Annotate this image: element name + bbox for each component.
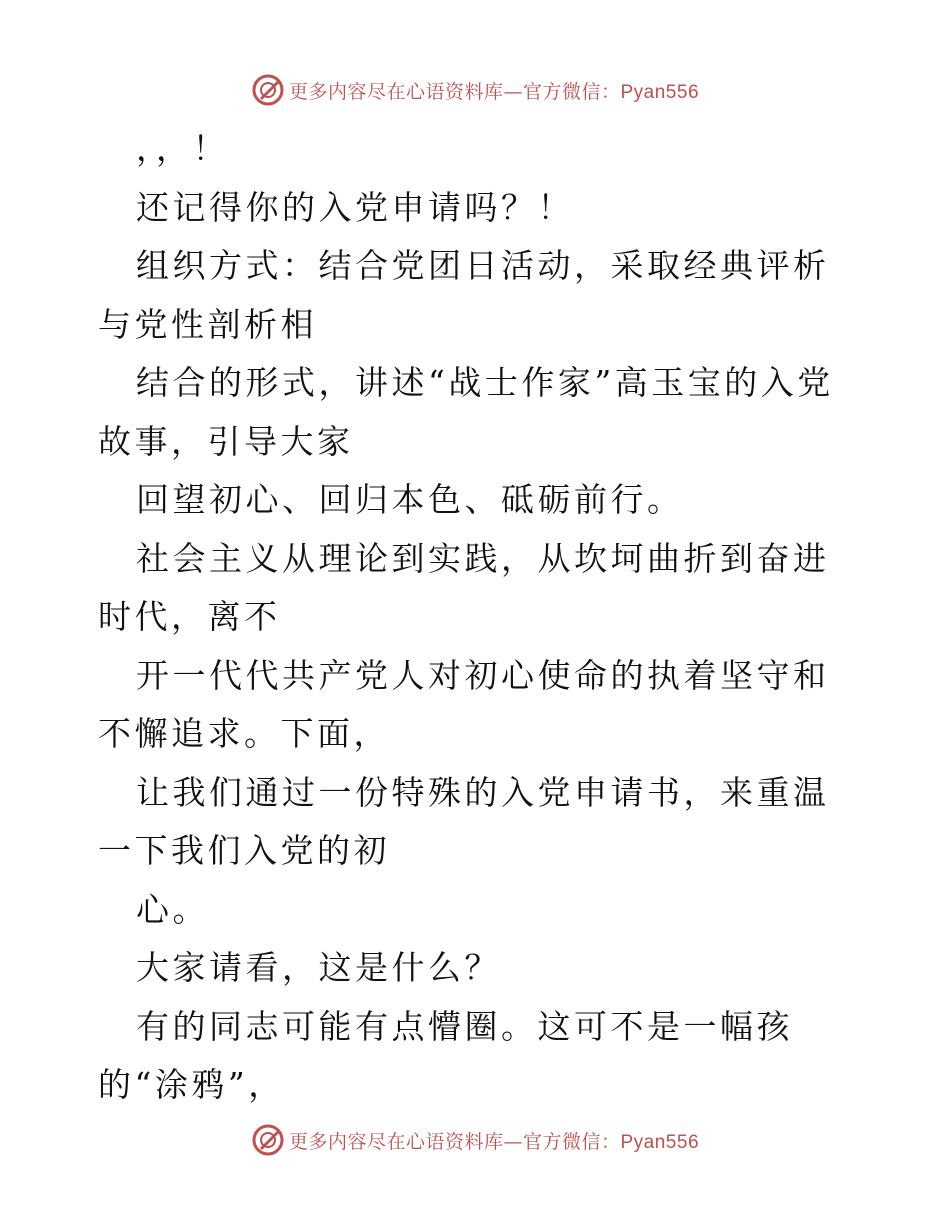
- paragraph: 开一代代共产党人对初心使命的执着坚守和不懈追求。下面，: [98, 655, 830, 753]
- watermark-handle: Pyan556: [620, 1131, 700, 1153]
- document-body: [98, 120, 858, 1115]
- watermark-text: [289, 77, 699, 104]
- paragraph: 让我们通过一份特殊的入党申请书，来重温一下我们入党的初: [98, 772, 830, 870]
- paragraph: 组织方式：结合党团日活动，采取经典评析与党性剖析相: [98, 246, 830, 344]
- header-watermark: [0, 70, 950, 110]
- watermark-label: 更多内容尽在心语资料库—官方微信：: [288, 80, 621, 103]
- paragraph: ，，！: [136, 129, 229, 168]
- paragraph: 心。: [136, 889, 209, 929]
- paragraph: 回望初心、回归本色、砥砺前行。: [136, 480, 684, 519]
- watermark-label: 更多内容尽在心语资料库—官方微信：: [288, 1130, 621, 1153]
- paragraph: 有的同志可能有点懵圈。这可不是一幅孩的“涂鸦”，: [98, 1006, 793, 1104]
- paragraph: 结合的形式，讲述“战士作家”高玉宝的入党故事，引导大家: [98, 363, 834, 461]
- paragraph: 还记得你的入党申请吗？！: [136, 187, 574, 227]
- paragraph: 大家请看，这是什么？: [136, 948, 501, 987]
- watermark-text: [289, 1127, 699, 1154]
- logo-icon: [251, 1123, 285, 1157]
- watermark-handle: Pyan556: [620, 81, 700, 103]
- footer-watermark: [0, 1120, 950, 1160]
- paragraph: 社会主义从理论到实践，从坎坷曲折到奋进时代，离不: [98, 538, 830, 636]
- logo-icon: [251, 73, 285, 107]
